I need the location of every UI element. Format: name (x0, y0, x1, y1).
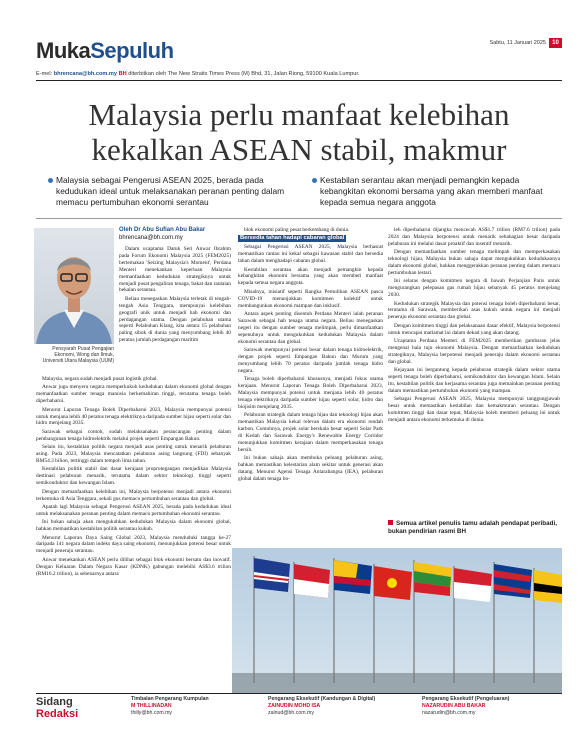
bullet-icon (312, 178, 317, 183)
author-name: Oleh Dr Abu Sufian Abu Bakar (119, 227, 206, 233)
article-column-1-top (119, 246, 231, 346)
paragraph: Sarawak mempunyai potensi besar dalam tenaga hidroelektrik, dengan projek seperti Empangan Bakun dan Murum yang menyumbang lebih 70 peratus daripada jumlah tenaga hidro negara. (238, 347, 383, 374)
flags-icon (232, 548, 562, 693)
paragraph: Sebagai Pengerusi ASEAN 2025, Malaysia mempunyai tanggungjawab besar untuk memastikan kestabilan dan kemakmuran serantau. Dengan komitmen tinggi dan dasar tepat, Malaysia boleh memberi peluang ini untuk menjadi antara ekonomi terkemuka di dunia. (388, 396, 560, 424)
paragraph: Dengan memanfaatkan sumber tenaga melimpah dan memperkasakan teknologi hijau, Malaysia bukan sahaja dapat mengukuhkan kedudukannya dalam ekonomi global, bahkan menggerakkan peranan penting dalam memacu pertumbuhan lestari. (388, 249, 560, 276)
paragraph: Ini bukan sahaja akan mengukuhkan kedudukan Malaysia dalam ekonomi global, bahkan memastikan kestabilan politik serantau kukuh. (36, 519, 231, 533)
paragraph: Sarawak sebagai contoh, sudah melaksanakan perancangan penting dalam pembangunan tenaga hidroelektrik melalui projek seperti Empangan Bakun. (36, 428, 231, 442)
bullet-icon (48, 178, 53, 183)
article-headline: Malaysia perlu manfaat kelebihan kekalkan ASEAN stabil, makmur (88, 97, 510, 167)
author-photo (34, 228, 114, 344)
summary-left: Malaysia sebagai Pengerusi ASEAN 2025, berada pada kedudukan ideal untuk melaksanakan peranan penting dalam memacu pertumbuhan ekonomi serantau (56, 175, 294, 208)
editorial-board (36, 696, 562, 726)
editor-entry: Pengarang Eksekutif (Kandungan & Digital) ZAINUDIN MOHD ISA zainud@bh.com.my (268, 696, 418, 716)
paragraph: Kedudukan strategik Malaysia dan potensi tenaga boleh diperbaharui besar, terutama di Sarawak, memberikan asas kukuh untuk negara ini menjadi peneraju ekonomi serantau dan global. (388, 300, 560, 321)
paragraph: Pelaburan strategik dalam tenaga hijau dan teknologi hijau akan memastikan Malaysia kekal relevan dalam era ekonomi rendah karbon. Contohnya, projek solar berskala besar seperti Solar Park di Kedah dan Sarawak Energy's Renewable Energy Corridor menunjukkan komitmen kerajaan dalam memperkasakan tenaga bersih. (238, 412, 383, 453)
paragraph: Tenaga boleh diperbaharui khususnya, menjadi fokus utama kerajaan. Menurut Laporan Tenaga Boleh Diperbaharui 2023, Malaysia mempunyai potensi untuk menjana lebih 40 peratus tenaga elektriknya daripada sumber hijau seperti solar, hidro dan biojisim menjelang 2035. (238, 376, 383, 410)
paragraph: Menurut Laporan Daya Saing Global 2023, Malaysia menduduki tangga ke-27 daripada 141 negara dalam indeks daya saing ekonomi, menunjukkan potensi besar untuk menjadi peneraju serantau. (36, 534, 231, 555)
section-email[interactable]: bhrencana@bh.com.my (53, 71, 118, 77)
paragraph: Sebagai Pengerusi ASEAN 2025, Malaysia berhasrat memastikan rantau ini kekal sebagai kawasan stabil dan bersedia tahan dalam menghadapi cabaran global. (238, 244, 383, 265)
header-rule (36, 80, 562, 81)
disclaimer-note: Semua artikel penulis tamu adalah pendapat peribadi, bukan pendirian rasmi BH (388, 520, 557, 535)
publisher-line: E-mel: bhrencana@bh.com.my BH diterbitkan oleh The New Straits Times Press (M) Bhd, 31, Jalan Riong, 59100 Kuala Lumpur. (36, 71, 360, 77)
paragraph: leh diperbaharui dijangka mencecah AS$1.7 trilion (RM7.6 trilion) pada 2024 dan Malaysia berpotensi untuk menarik sebahagian besar daripada pelaburan ini melalui dasar proaktif dan insentif menarik. (388, 227, 560, 247)
square-icon (388, 520, 393, 525)
author-email[interactable]: bhrencana@bh.com.my (119, 234, 183, 241)
page-number: 10 (549, 38, 562, 48)
article-column-2 (238, 227, 383, 484)
paragraph: Kestabilan serantau akan menjadi pemangkin kepada kebangkitan ekonomi bersama yang akan memberi manfaat kepada semua negara anggota. (238, 266, 383, 287)
footer-rule (36, 693, 562, 694)
summary-right: Kestabilan serantau akan menjadi pemangkin kepada kebangkitan ekonomi bersama yang akan memberi manfaat kepada semua negara anggota (320, 175, 558, 208)
photo-caption: Pensyarah Pusat Pengajian Ekonomi, Wong dan Ilmuk, Universiti Utara Malaysia (UUM) (42, 346, 114, 364)
paragraph: Apatah lagi Malaysia sebagai Pengerusi ASEAN 2025, berada pada kedudukan ideal untuk melaksanakan peranan penting dalam memacu pertumbuhan ekonomi serantau. (36, 503, 231, 517)
editor-entry: Timbalan Pengarang Kumpulan M THILLINADAN thilly@bh.com.my (131, 696, 281, 716)
masthead (36, 38, 562, 78)
issue-date: Sabtu, 11 Januari 2025 (489, 40, 546, 46)
paragraph: Anwar juga menyeru negara memperkukuh kedudukan dalam ekonomi global dengan memanfaatkan sumber tenaga manusia berkemahiran tinggi, terutama tenaga boleh diperbaharui. (36, 384, 231, 405)
editorial-board-title: Sidang Redaksi (36, 696, 79, 720)
article-column-1 (36, 376, 231, 579)
editor-email[interactable]: thilly@bh.com.my (131, 709, 173, 716)
subhead: Bersedia tahan hadapi cabaran global (240, 235, 345, 242)
editor-email[interactable]: nazarudin@bh.com.my (422, 709, 476, 716)
paragraph: Selain itu, kestabilan politik negara menjadi asas penting untuk menarik pelaburan asing. Pada 2023, Malaysia mencatatkan pelaburan asing langsung (FDI) sebanyak RM54.3 bilion, tertinggi dalam tempoh lima tahun. (36, 444, 231, 464)
author-portrait-icon (34, 228, 114, 344)
byline (119, 227, 231, 242)
paragraph: Dengan komitmen tinggi dan pelaksanaan dasar efektif, Malaysia berpotensi untuk mencapai matlamat ini dalam dekad yang akan datang. (388, 322, 560, 336)
paragraph: Beliau menegaskan Malaysia terletak di tengah-tengah Asia Tenggara, mempunyai kelebihan geografi unik untuk menjadi hab ekonomi dan perdagangan utama. Dengan pelabuhan utama seperti Pelabuhan Klang, kita antara 15 pelabuhan paling sibuk di dunia yang menyumbang lebih 40 peratus jumlah perdagangan maritim (119, 295, 231, 344)
editor-email[interactable]: zainud@bh.com.my (268, 709, 314, 716)
paragraph: Menurut Laporan Tenaga Boleh Diperbaharui 2023, Malaysia mempunyai potensi untuk menjana lebih 40 peratus tenaga elektriknya daripada sumber hijau seperti solar dan hidro menjelang 2035. (36, 406, 231, 427)
section-title: MukaSepuluh (36, 38, 174, 63)
paragraph: Ini bukan sahaja akan membuka peluang pelaburan asing, bahkan memastikan kelestarian alam sekitar untuk generasi akan datang. Menurut Agensi Tenaga Antarabangsa (IEA), pelaburan global dalam tenaga bo- (238, 455, 383, 482)
paragraph: Ini selaras dengan komitmen negara di bawah Perjanjian Paris untuk mengurangkan pelepasan gas rumah hijau sebanyak 45 peratus menjelang 2030. (388, 278, 560, 299)
paragraph: Dalam ucaptama Datuk Seri Anwar Ibrahim pada Forum Ekonomi Malaysia 2025 (FEM2025) bertemakan 'Seizing Malaysia's Moment', Perdana Menteri menekankan keperluan Malaysia memanfaatkan kedudukan strategiknya untuk menjadi pusat pengaliran tenaga, bakat dan rantaian bekalan serantau. (119, 246, 231, 294)
editor-entry: Pengarang Eksekutif (Pengeluaran) NAZARUDIN ABU BAKAR nazarudin@bh.com.my (422, 696, 580, 716)
paragraph: Dengan memanfaatkan kelebihan ini, Malaysia berpotensi menjadi antara ekonomi terkemuka di Asia Tenggara, sekali gus memacu pertumbuhan serantau dan global. (36, 488, 231, 502)
asean-flags-photo (232, 548, 562, 693)
paragraph: Kejayaan ini bergantung kepada pelaburan strategik dalam sektor utama seperti tenaga boleh diperbaharui, semikonduktor dan kewangan Islam. Selain itu, kestabilan politik dan kerjasama serantau juga memainkan peranan penting dalam memastikan pertumbuhan ekonomi yang mampan. (388, 367, 560, 394)
article-column-3 (388, 227, 560, 425)
paragraph: Anwar menekankan ASEAN perlu dilihat sebagai blok ekonomi bersatu dan inovatif. Dengan Keluaran Dalam Negara Kasar (KDNK) gabungan melebihi AS$3.6 trilion (RM16.2 trilion), ia sebenarnya antara (36, 556, 231, 577)
paragraph: blok ekonomi paling pesat berkembang di dunia. (244, 227, 350, 233)
paragraph: Kestabilan politik stabil dan dasar kerajaan proprotegangan menjadikan Malaysia destinasi pelaburan menarik, terutama dalam sektor teknologi tinggi seperti semikonduktor dan kewangan Islam. (36, 466, 231, 487)
summary-rule (36, 218, 562, 219)
paragraph: Malaysia, negara sudah menjadi pusat logistik global. (42, 376, 158, 382)
paragraph: Misalnya, inisiatif seperti Rangka Pemulihan ASEAN pasca COVID-19 menunjukkan komitmen kolektif untuk membangunkan ekonomi mampan dan inklusif. (238, 288, 383, 309)
paragraph: Ucaptama Perdana Menteri di FEM2025 memberikan gambaran jelas mengenai hala tuju ekonomi Malaysia. Dengan memanfaatkan kedudukan strategiknya, Malaysia berpotensi menjadi peneraju dalam ekonomi serantau dan global. (388, 338, 560, 365)
paragraph: Antara aspek penting disentuh Perdana Menteri ialah peranan Sarawak sebagai hab tenaga utama negara. Beliau menegaskan negeri itu dengan sumber tenaga melimpah, perlu dimanfaatkan sepenuhnya untuk mengukuhkan kedudukan Malaysia dalam ekonomi serantau dan global. (238, 310, 383, 345)
